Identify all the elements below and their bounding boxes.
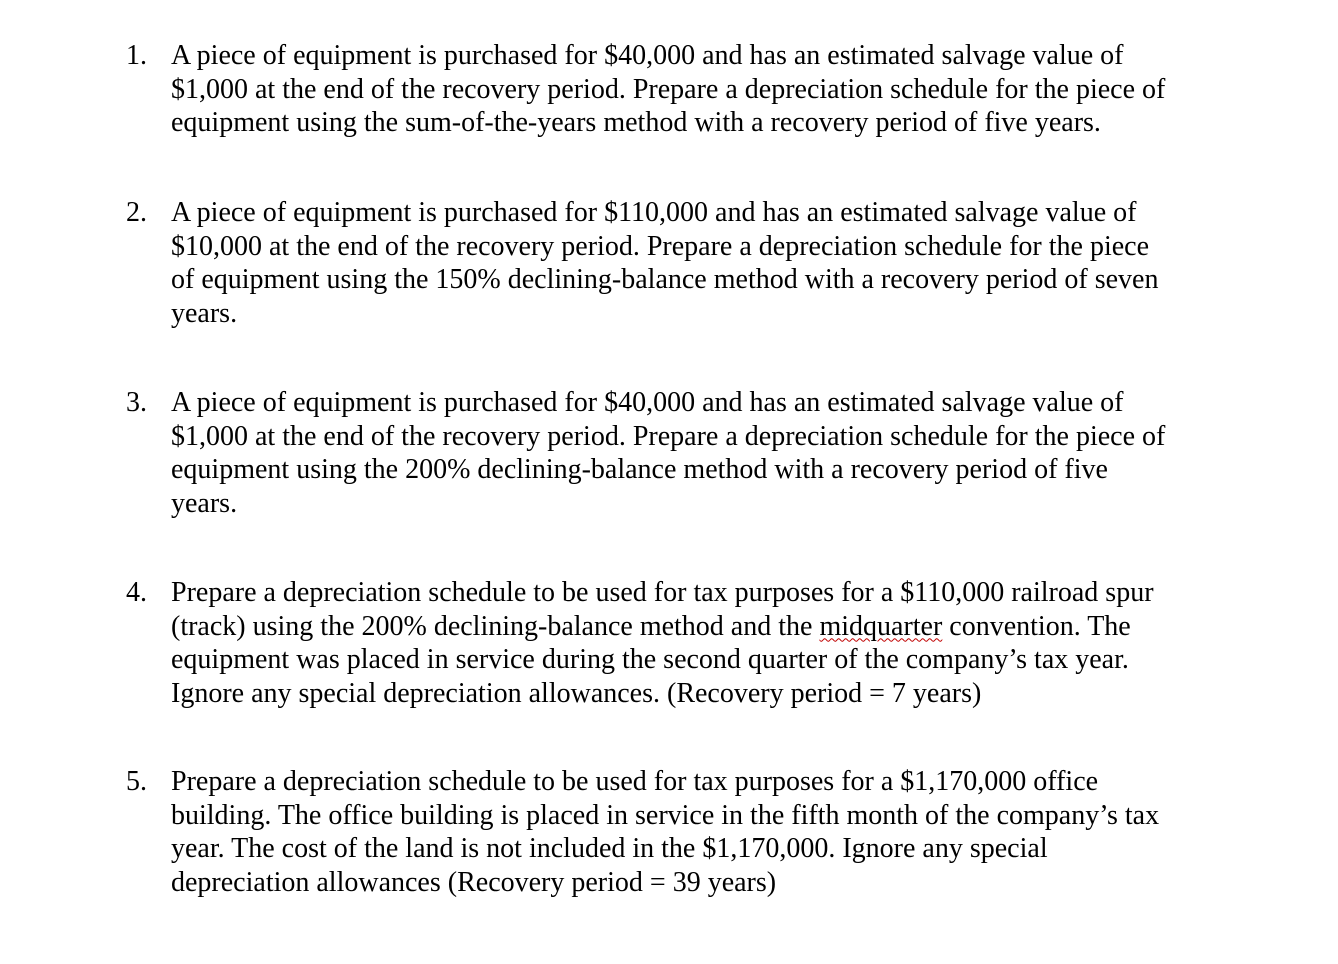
problem-number: 4.	[126, 577, 147, 608]
text-line: $1,000 at the end of the recovery period. Prepare a depreciation schedule for the piece of	[171, 73, 1166, 105]
text-segment: (track) using the 200% declining-balance method and the	[171, 610, 820, 642]
text-line: building. The office building is placed in service in the fifth month of the company’s tax	[171, 799, 1160, 831]
text-line: Ignore any special depreciation allowances. (Recovery period = 7 years)	[171, 677, 982, 709]
text-line-with-spellcheck	[171, 610, 1226, 644]
text-line: $1,000 at the end of the recovery period. Prepare a depreciation schedule for the piece of	[171, 420, 1166, 452]
text-line: depreciation allowances (Recovery period = 39 years)	[171, 866, 777, 898]
text-line: years.	[171, 297, 238, 329]
problem-text	[171, 765, 1226, 899]
text-line: of equipment using the 150% declining-balance method with a recovery period of seven	[171, 264, 1159, 295]
problem-text	[171, 39, 1226, 140]
text-line: year. The cost of the land is not included in the $1,170,000. Ignore any special	[171, 833, 1048, 864]
text-line: equipment was placed in service during the second quarter of the company’s tax year.	[171, 644, 1129, 675]
spellcheck-flagged-word[interactable]: midquarter	[819, 610, 943, 642]
problem-text	[171, 196, 1226, 330]
text-line: equipment using the 200% declining-balance method with a recovery period of five	[171, 454, 1108, 485]
text-line: years.	[171, 487, 238, 519]
problem-number: 5.	[126, 766, 147, 797]
text-line: Prepare a depreciation schedule to be used for tax purposes for a $1,170,000 office	[171, 766, 1099, 797]
text-line: equipment using the sum-of-the-years method with a recovery period of five years.	[171, 107, 1101, 138]
text-line: A piece of equipment is purchased for $110,000 and has an estimated salvage value of	[171, 197, 1137, 228]
problem-text	[171, 386, 1226, 520]
problem-text	[171, 576, 1226, 710]
problem-number: 2.	[126, 197, 147, 228]
text-line: $10,000 at the end of the recovery period. Prepare a depreciation schedule for the piece	[171, 230, 1150, 262]
text-segment: convention. The	[942, 610, 1131, 642]
text-line: Prepare a depreciation schedule to be used for tax purposes for a $110,000 railroad spur	[171, 577, 1154, 608]
problem-number: 1.	[126, 40, 147, 71]
text-line: A piece of equipment is purchased for $40,000 and has an estimated salvage value of	[171, 387, 1124, 418]
problem-number: 3.	[126, 387, 147, 418]
text-line: A piece of equipment is purchased for $40,000 and has an estimated salvage value of	[171, 40, 1124, 71]
